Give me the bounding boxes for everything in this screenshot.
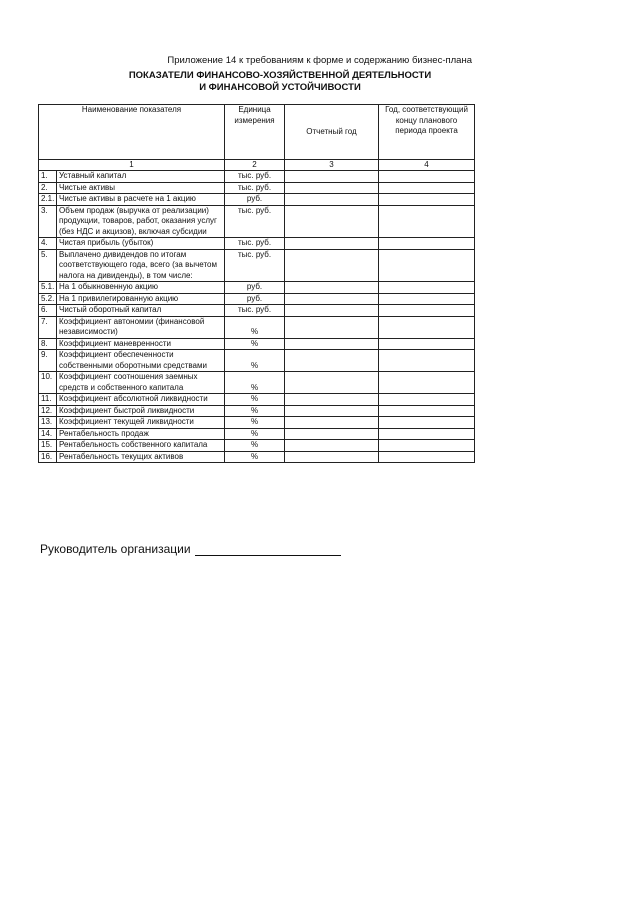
plan-year-cell[interactable] bbox=[379, 282, 475, 294]
indicator-name-text: Выплачено дивидендов по итогам соответствующего года, всего (за вычетом налога на дивиденды), в том числе: bbox=[59, 249, 217, 280]
table-row bbox=[39, 182, 475, 194]
row-number: 14. bbox=[39, 428, 57, 440]
indicator-name bbox=[57, 205, 225, 238]
unit-cell: руб. bbox=[225, 293, 285, 305]
row-number: 5. bbox=[39, 249, 57, 282]
plan-year-cell[interactable] bbox=[379, 394, 475, 406]
row-number: 8. bbox=[39, 338, 57, 350]
table-row bbox=[39, 205, 475, 238]
header-report-year: Отчетный год bbox=[285, 105, 379, 160]
indicator-name bbox=[57, 293, 225, 305]
plan-year-cell[interactable] bbox=[379, 194, 475, 206]
header-name: Наименование показателя bbox=[39, 105, 225, 160]
report-year-cell[interactable] bbox=[285, 428, 379, 440]
report-year-cell[interactable] bbox=[285, 205, 379, 238]
report-year-cell[interactable] bbox=[285, 282, 379, 294]
indicator-name-text: Рентабельность собственного капитала bbox=[59, 440, 208, 449]
plan-year-cell[interactable] bbox=[379, 316, 475, 338]
table-row bbox=[39, 350, 475, 372]
indicator-name-text: Рентабельность продаж bbox=[59, 428, 149, 438]
title-line-2: И ФИНАНСОВОЙ УСТОЙЧИВОСТИ bbox=[199, 82, 361, 93]
unit-cell: руб. bbox=[225, 194, 285, 206]
title-line-1: ПОКАЗАТЕЛИ ФИНАНСОВО-ХОЗЯЙСТВЕННОЙ ДЕЯТЕЛЬНОСТИ bbox=[128, 70, 432, 81]
plan-year-cell[interactable] bbox=[379, 171, 475, 183]
row-number: 4. bbox=[39, 238, 57, 250]
table-row bbox=[39, 305, 475, 317]
table-row bbox=[39, 282, 475, 294]
indicator-name bbox=[57, 249, 225, 282]
report-year-cell[interactable] bbox=[285, 171, 379, 183]
table-row bbox=[39, 417, 475, 429]
indicator-name bbox=[57, 238, 225, 250]
plan-year-cell[interactable] bbox=[379, 182, 475, 194]
indicator-name bbox=[57, 440, 225, 452]
indicator-name-text: Коэффициент текущей ликвидности bbox=[59, 417, 194, 426]
indicator-name-text: Коэффициент маневренности bbox=[59, 338, 172, 348]
indicator-name bbox=[57, 394, 225, 406]
row-number: 2.1. bbox=[39, 194, 57, 206]
table-row bbox=[39, 405, 475, 417]
plan-year-cell[interactable] bbox=[379, 428, 475, 440]
unit-cell: % bbox=[225, 440, 285, 452]
col-number-3: 3 bbox=[285, 160, 379, 171]
unit-cell: % bbox=[225, 451, 285, 463]
plan-year-cell[interactable] bbox=[379, 293, 475, 305]
table-row bbox=[39, 194, 475, 206]
report-year-cell[interactable] bbox=[285, 394, 379, 406]
plan-year-cell[interactable] bbox=[379, 249, 475, 282]
plan-year-cell[interactable] bbox=[379, 338, 475, 350]
report-year-cell[interactable] bbox=[285, 249, 379, 282]
indicator-name bbox=[57, 194, 225, 206]
indicator-name bbox=[57, 171, 225, 183]
row-number: 15. bbox=[39, 440, 57, 452]
row-number: 9. bbox=[39, 350, 57, 372]
row-number: 2. bbox=[39, 182, 57, 194]
plan-year-cell[interactable] bbox=[379, 417, 475, 429]
row-number: 1. bbox=[39, 171, 57, 183]
row-number: 7. bbox=[39, 316, 57, 338]
signature-line bbox=[195, 543, 341, 556]
table-row bbox=[39, 394, 475, 406]
report-year-cell[interactable] bbox=[285, 417, 379, 429]
indicator-name bbox=[57, 451, 225, 463]
row-number: 12. bbox=[39, 405, 57, 417]
indicator-name-text: Объем продаж (выручка от реализации) продукции, товаров, работ, оказания услуг (без НДС и акцизов), включая субсидии bbox=[59, 205, 217, 236]
indicator-name bbox=[57, 182, 225, 194]
indicator-name bbox=[57, 405, 225, 417]
table-row bbox=[39, 293, 475, 305]
indicator-name bbox=[57, 372, 225, 394]
header-row bbox=[39, 105, 475, 160]
unit-cell: % bbox=[225, 350, 285, 372]
plan-year-cell[interactable] bbox=[379, 238, 475, 250]
indicator-name bbox=[57, 305, 225, 317]
report-year-cell[interactable] bbox=[285, 350, 379, 372]
indicator-name-text: Коэффициент автономии (финансовой независимости) bbox=[59, 316, 205, 336]
indicator-name-text: Чистые активы bbox=[59, 182, 116, 192]
indicator-name-text: На 1 обыкновенную акцию bbox=[59, 282, 158, 291]
report-year-cell[interactable] bbox=[285, 405, 379, 417]
indicator-name bbox=[57, 428, 225, 440]
indicators-table bbox=[38, 104, 475, 463]
signature-label: Руководитель организации bbox=[40, 542, 191, 556]
indicator-name bbox=[57, 316, 225, 338]
unit-cell: % bbox=[225, 405, 285, 417]
row-number: 5.1. bbox=[39, 282, 57, 294]
col-number-2: 2 bbox=[225, 160, 285, 171]
header-plan-year: Год, соответствующий концу планового периода проекта bbox=[379, 105, 475, 160]
row-number: 16. bbox=[39, 451, 57, 463]
table-row bbox=[39, 249, 475, 282]
indicator-name-text: Чистая прибыль (убыток) bbox=[59, 238, 154, 247]
plan-year-cell[interactable] bbox=[379, 205, 475, 238]
unit-cell: % bbox=[225, 338, 285, 350]
unit-cell: тыс. руб. bbox=[225, 305, 285, 317]
indicator-name bbox=[57, 350, 225, 372]
report-year-cell[interactable] bbox=[285, 316, 379, 338]
unit-cell: тыс. руб. bbox=[225, 238, 285, 250]
report-year-cell[interactable] bbox=[285, 238, 379, 250]
col-number-1: 1 bbox=[39, 160, 225, 171]
row-number: 13. bbox=[39, 417, 57, 429]
unit-cell: % bbox=[225, 316, 285, 338]
table-row bbox=[39, 451, 475, 463]
unit-cell: тыс. руб. bbox=[225, 171, 285, 183]
report-year-cell[interactable] bbox=[285, 451, 379, 463]
row-number: 10. bbox=[39, 372, 57, 394]
document-title bbox=[90, 70, 470, 94]
report-year-cell[interactable] bbox=[285, 182, 379, 194]
signature-block bbox=[40, 542, 341, 556]
header-unit: Единица измерения bbox=[225, 105, 285, 160]
indicator-name-text: На 1 привилегированную акцию bbox=[59, 293, 179, 303]
plan-year-cell[interactable] bbox=[379, 405, 475, 417]
table-row bbox=[39, 316, 475, 338]
unit-cell: % bbox=[225, 372, 285, 394]
plan-year-cell[interactable] bbox=[379, 440, 475, 452]
unit-cell: % bbox=[225, 394, 285, 406]
row-number: 3. bbox=[39, 205, 57, 238]
indicator-name-text: Рентабельность текущих активов bbox=[59, 451, 184, 461]
unit-cell: тыс. руб. bbox=[225, 249, 285, 282]
report-year-cell[interactable] bbox=[285, 338, 379, 350]
table-row bbox=[39, 428, 475, 440]
plan-year-cell[interactable] bbox=[379, 350, 475, 372]
indicator-name-text: Коэффициент соотношения заемных средств и собственного капитала bbox=[59, 372, 198, 392]
report-year-cell[interactable] bbox=[285, 372, 379, 394]
unit-cell: тыс. руб. bbox=[225, 182, 285, 194]
col-number-4: 4 bbox=[379, 160, 475, 171]
report-year-cell[interactable] bbox=[285, 305, 379, 317]
indicator-name bbox=[57, 338, 225, 350]
table-row bbox=[39, 171, 475, 183]
indicator-name-text: Чистые активы в расчете на 1 акцию bbox=[59, 194, 196, 203]
row-number: 11. bbox=[39, 394, 57, 406]
indicator-name-text: Уставный капитал bbox=[59, 171, 127, 180]
indicator-name-text: Коэффициент обеспеченности собственными оборотными средствами bbox=[59, 350, 207, 370]
report-year-cell[interactable] bbox=[285, 293, 379, 305]
indicator-name bbox=[57, 417, 225, 429]
indicator-name-text: Коэффициент абсолютной ликвидности bbox=[59, 394, 208, 403]
indicator-name-text: Чистый оборотный капитал bbox=[59, 305, 162, 314]
row-number: 6. bbox=[39, 305, 57, 317]
column-number-row bbox=[39, 160, 475, 171]
plan-year-cell[interactable] bbox=[379, 451, 475, 463]
table-row bbox=[39, 372, 475, 394]
appendix-note: Приложение 14 к требованиям к форме и содержанию бизнес-плана bbox=[167, 55, 472, 66]
indicator-name-text: Коэффициент быстрой ликвидности bbox=[59, 405, 195, 415]
unit-cell: руб. bbox=[225, 282, 285, 294]
unit-cell: % bbox=[225, 417, 285, 429]
report-year-cell[interactable] bbox=[285, 194, 379, 206]
plan-year-cell[interactable] bbox=[379, 305, 475, 317]
table-row bbox=[39, 238, 475, 250]
plan-year-cell[interactable] bbox=[379, 372, 475, 394]
report-year-cell[interactable] bbox=[285, 440, 379, 452]
indicator-name bbox=[57, 282, 225, 294]
unit-cell: % bbox=[225, 428, 285, 440]
unit-cell: тыс. руб. bbox=[225, 205, 285, 238]
table-row bbox=[39, 440, 475, 452]
table-row bbox=[39, 338, 475, 350]
row-number: 5.2. bbox=[39, 293, 57, 305]
